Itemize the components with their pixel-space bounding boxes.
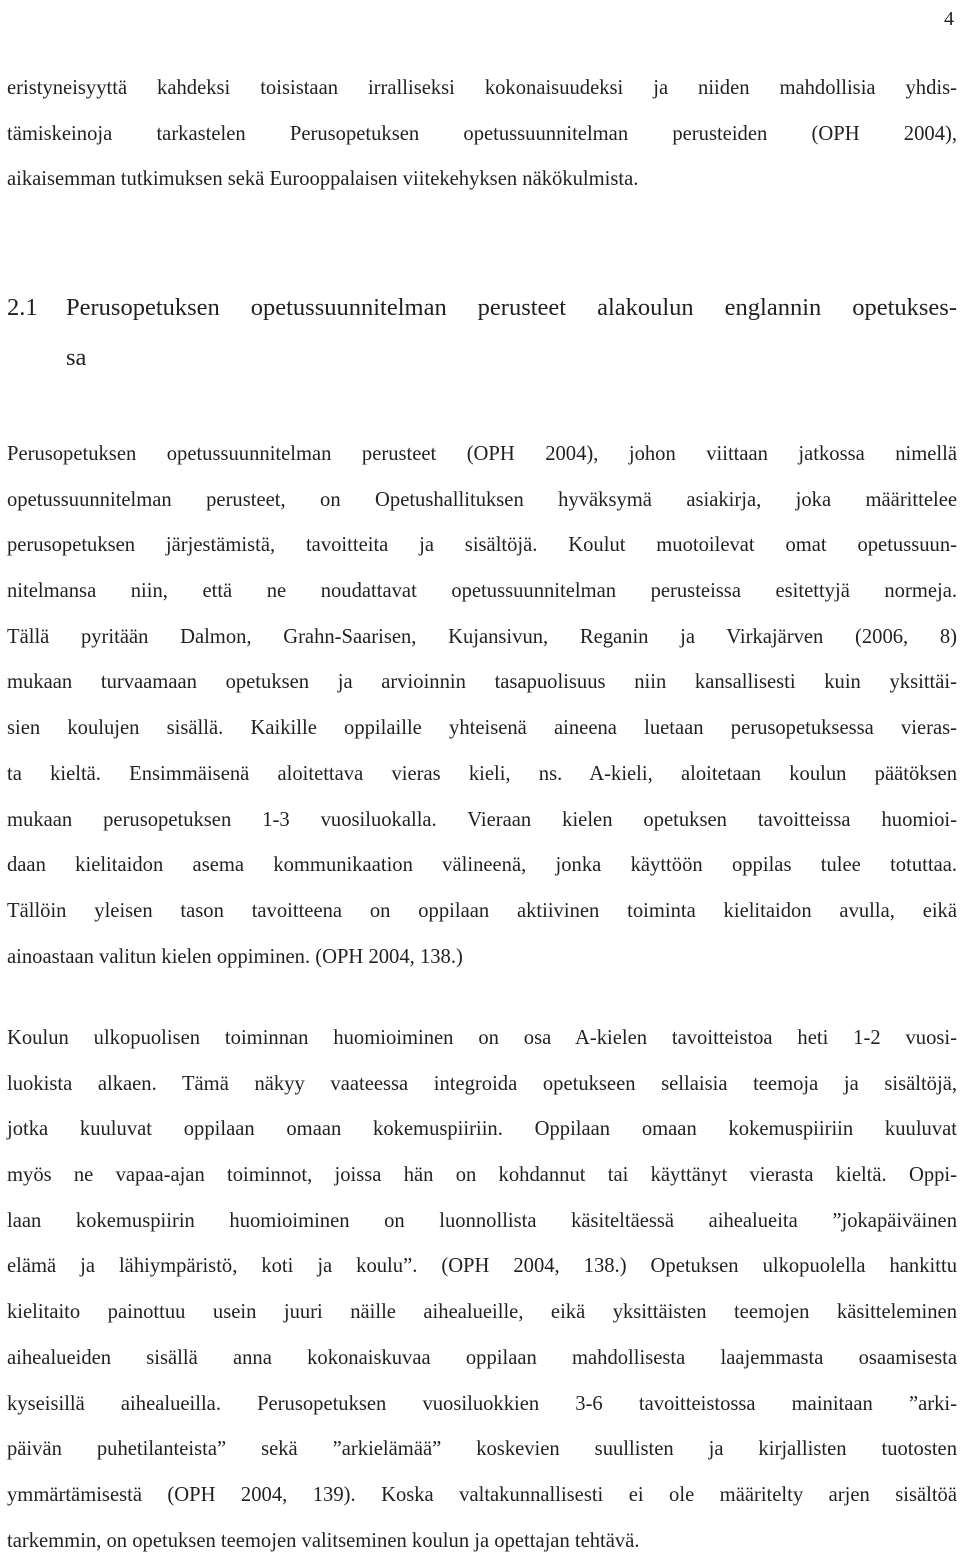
text-line: daan kielitaidon asema kommunikaation välineenä, jonka käyttöön oppilas tulee totuttaa. [7,854,957,877]
text-line: Tällöin yleisen tason tavoitteena on oppilaan aktiivinen toiminta kielitaidon avulla, eikä [7,899,957,922]
text-line: perusopetuksen järjestämistä, tavoitteita ja sisältöjä. Koulut muotoilevat omat opetussuun- [7,534,957,557]
section-heading-line [7,283,957,333]
text-line: aikaisemman tutkimuksen sekä Eurooppalaisen viitekehyksen näkökulmista. [7,168,639,191]
section-heading-line: sa [66,344,87,371]
text-line: eristyneisyyttä kahdeksi toisistaan irralliseksi kokonaisuudeksi ja niiden mahdollisia yhdis- [7,77,957,99]
text-line: Koulun ulkopuolisen toiminnan huomioiminen on osa A-kielen tavoitteistoa heti 1-2 vuosi- [7,1027,957,1049]
text-line: luokista alkaen. Tämä näkyy vaateessa integroida opetukseen sellaisia teemoja ja sisältöjä, [7,1072,957,1095]
text-line: jotka kuuluvat oppilaan omaan kokemuspiiriin. Oppilaan omaan kokemuspiiriin kuuluvat [7,1118,957,1141]
section-heading [7,283,957,383]
text-line: ainoastaan valitun kielen oppiminen. (OPH 2004, 138.) [7,945,463,968]
text-line: laan kokemuspiirin huomioiminen on luonnollista käsiteltäessä aihealueita ”jokapäiväinen [7,1209,957,1232]
text-line: päivän puhetilanteista” sekä ”arkielämää” koskevien suullisten ja kirjallisten tuotosten [7,1438,957,1461]
text-line: Tällä pyritään Dalmon, Grahn-Saarisen, Kujansivun, Reganin ja Virkajärven (2006, 8) [7,625,957,648]
text-line: mukaan turvaamaan opetuksen ja arvioinnin tasapuolisuus niin kansallisesti kuin yksittäi- [7,671,957,694]
text-line: tarkemmin, on opetuksen teemojen valitseminen koulun ja opettajan tehtävä. [7,1529,640,1552]
text-line: sien koulujen sisällä. Kaikille oppilaille yhteisenä aineena luetaan perusopetuksessa vieras- [7,717,957,740]
text-line: opetussuunnitelman perusteet, on Opetushallituksen hyväksymä asiakirja, joka määrittelee [7,488,957,511]
text-line: mukaan perusopetuksen 1-3 vuosiluokalla. Vieraan kielen opetuksen tavoitteissa huomioi- [7,808,957,831]
paragraph-1 [7,432,957,980]
intro-paragraph [7,66,957,203]
text-line: nitelmansa niin, että ne noudattavat opetussuunnitelman perusteissa esitettyjä normeja. [7,580,957,603]
text-line: kielitaito painottuu usein juuri näille aihealueille, eikä yksittäisten teemojen käsitteleminen [7,1301,957,1324]
text-line: ta kieltä. Ensimmäisenä aloitettava vieras kieli, ns. A-kieli, aloitetaan koulun päätöksen [7,762,957,785]
text-line: elämä ja lähiympäristö, koti ja koulu”. (OPH 2004, 138.) Opetuksen ulkopuolella hankittu [7,1255,957,1278]
section-number: 2.1 [7,294,38,321]
text-line: myös ne vapaa-ajan toiminnot, joissa hän on kohdannut tai käyttänyt vierasta kieltä. Oppi- [7,1164,957,1187]
section-title: Perusopetuksen opetussuunnitelman perusteet alakoulun englannin opetukses- [66,294,957,321]
text-line: ymmärtämisestä (OPH 2004, 139). Koska valtakunnallisesti ei ole määritelty arjen sisältöä [7,1483,957,1506]
text-line: aihealueiden sisällä anna kokonaiskuvaa oppilaan mahdollisesta laajemmasta osaamisesta [7,1346,957,1369]
page-number: 4 [944,8,954,30]
text-line: kyseisillä aihealueilla. Perusopetuksen vuosiluokkien 3-6 tavoitteistossa mainitaan ”arki- [7,1392,957,1415]
paragraph-2 [7,1016,957,1564]
text-line: tämiskeinoja tarkastelen Perusopetuksen opetussuunnitelman perusteiden (OPH 2004), [7,122,957,145]
text-line: Perusopetuksen opetussuunnitelman perusteet (OPH 2004), johon viittaan jatkossa nimellä [7,443,957,465]
